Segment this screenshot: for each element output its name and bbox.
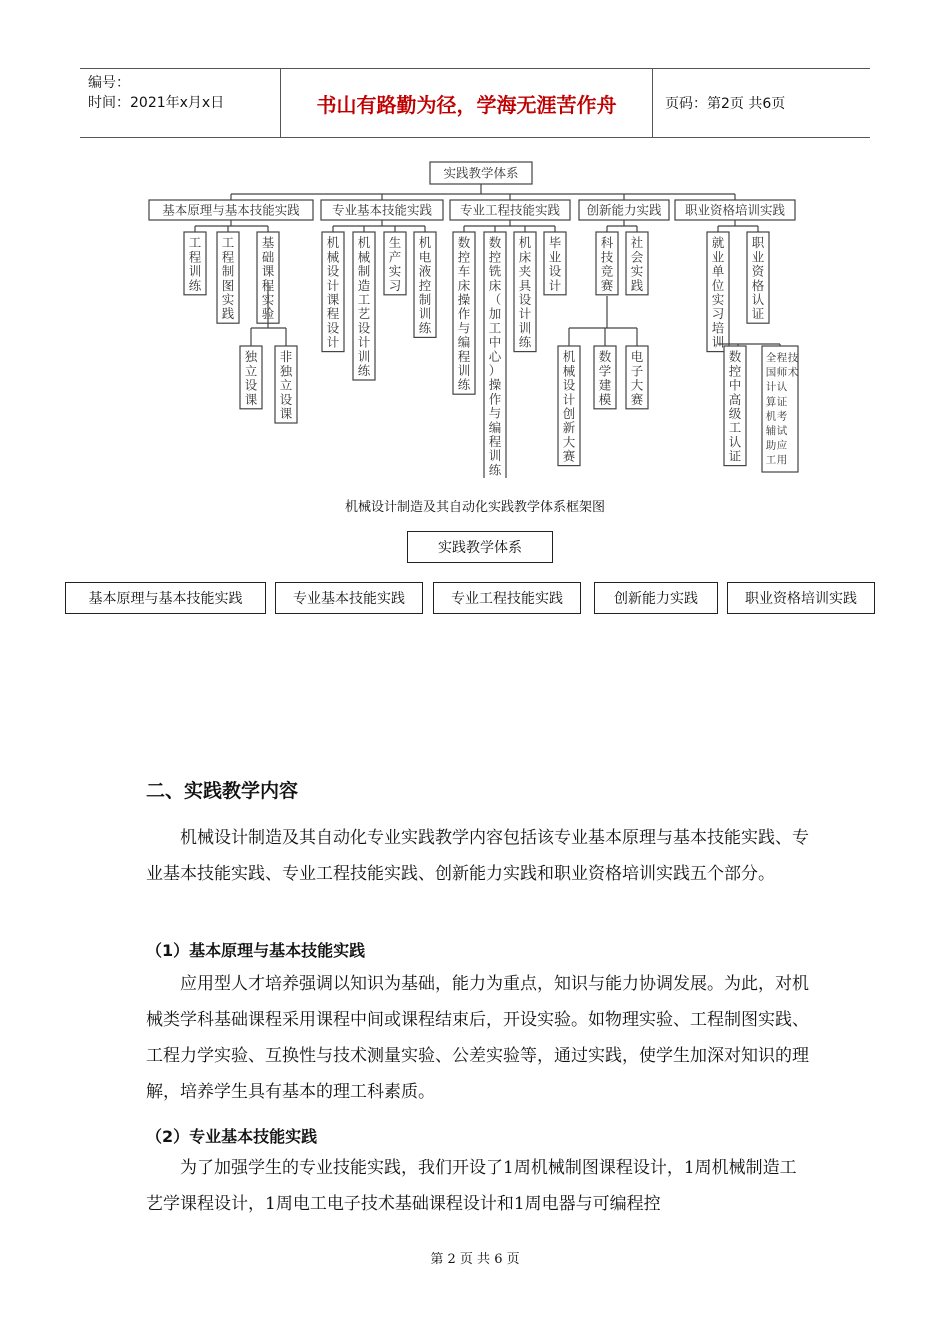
diagram-cat5-sub-wide-char: 术	[787, 366, 799, 379]
page-header	[80, 68, 870, 138]
diagram-cat2-item-char: 训	[357, 348, 371, 364]
diagram-cat4-item-char: 赛	[600, 277, 614, 293]
diagram-cat5-item-char: 业	[711, 249, 725, 265]
diagram-cat5-sub-char: 证	[728, 448, 742, 464]
diagram-cat1-sub-char: 设	[244, 377, 258, 393]
diagram-cat2-item-char: 机	[326, 235, 340, 251]
diagram-cat5-sub-wide	[762, 346, 798, 472]
diagram-cat2-item-char: 制	[357, 263, 371, 279]
diagram-cat3-item-char: 夹	[518, 263, 532, 279]
paragraph-2: 为了加强学生的专业技能实践，我们开设了1周机械制图课程设计，1周机械制造工艺学课程设计，1周电工电子技术基础课程设计和1周电器与可编程控	[146, 1158, 797, 1214]
diagram-cat3-item-char: 工	[488, 320, 502, 336]
diagram-cat3-item-char: 编	[457, 334, 471, 350]
diagram-cat2-item-char: 设	[326, 320, 340, 336]
diagram-root-box-label: 实践教学体系	[443, 165, 519, 181]
diagram-cat5-item-char: 认	[751, 292, 765, 307]
diagram-cat2-item-char: 电	[418, 249, 432, 265]
diagram-cat4-sub-char: 赛	[562, 448, 576, 464]
diagram-cat4-sub-char: 建	[598, 377, 612, 393]
diagram-cat4-item-char: 社	[630, 235, 644, 251]
diagram-cat1-sub-char: 非	[279, 349, 293, 365]
diagram-cat2-item-char: 液	[418, 263, 432, 279]
diagram-cat5-sub-wide-char: 考	[776, 410, 788, 423]
diagram-cat5-item-char: 单	[711, 263, 725, 279]
diagram-cat3-item-char: 控	[488, 249, 502, 265]
diagram-cat4-item-char: 竞	[600, 263, 614, 279]
diagram-cat2-item-char: 实	[388, 263, 402, 279]
diagram-cat5-sub-wide-char: 助	[765, 439, 777, 452]
diagram-cat1-item-char: 工	[188, 235, 202, 251]
diagram-cat5-sub-char: 数	[728, 349, 742, 365]
box-basic-principles: 基本原理与基本技能实践	[65, 582, 266, 614]
diagram-cat5-sub-wide-char: 辅	[765, 425, 777, 437]
diagram-cat1-sub-char: 立	[279, 377, 293, 393]
diagram-cat3-item-char: 练	[457, 377, 471, 393]
diagram-cat5-sub-char: 高	[728, 391, 742, 407]
diagram-cat5-item-char: 实	[711, 292, 725, 307]
box-innovation: 创新能力实践	[594, 582, 718, 614]
box-vocational: 职业资格培训实践	[727, 582, 875, 614]
box-professional-engineering: 专业工程技能实践	[433, 582, 581, 614]
diagram-cat4-item-char: 技	[600, 249, 614, 265]
header-meta	[80, 69, 280, 137]
diagram-cat3-item-char: 计	[518, 306, 532, 322]
diagram-cat2-item-char: 课	[326, 292, 340, 307]
diagram-cat3-item-char: 具	[518, 277, 532, 293]
diagram-cat2-item-char: 设	[326, 263, 340, 279]
diagram-cat1-sub-char: 立	[244, 363, 258, 379]
diagram-cat1-item-char: 础	[261, 249, 275, 265]
diagram-cat3-item-char: 训	[457, 363, 471, 378]
diagram-cat3-item-char: 业	[548, 249, 562, 265]
diagram-cat3-item-char: 床	[518, 249, 532, 265]
diagram-cat3-item-char: 铣	[488, 263, 502, 279]
diagram-cat2-item-char: 计	[326, 334, 340, 350]
diagram-category-box-label: 基本原理与基本技能实践	[162, 202, 300, 218]
diagram-cat2-item-char: 训	[418, 306, 432, 322]
diagram-cat3-item-char: 作	[488, 391, 502, 407]
diagram-cat5-item-char: 位	[711, 277, 725, 293]
diagram-cat5-sub-wide-char: 程	[776, 352, 788, 364]
diagram-cat1-item-char: 验	[261, 306, 275, 322]
diagram-cat3-item-char: 床	[457, 277, 471, 293]
diagram-cat4-item-char: 实	[630, 263, 644, 279]
diagram-cat5-sub-wide-char: 试	[776, 425, 788, 437]
diagram-cat5-item-char: 培	[711, 320, 725, 336]
diagram-cat3-item-char: 数	[488, 235, 502, 251]
diagram-cat1-item-char: 程	[261, 277, 275, 293]
diagram-cat1-item-char: 程	[221, 249, 235, 265]
diagram-cat4-sub-char: 计	[562, 391, 576, 407]
diagram-cat3-item-char: 车	[457, 263, 471, 279]
diagram-cat5-sub-wide-char: 认	[776, 381, 788, 394]
diagram-cat4-item-char: 会	[630, 249, 644, 265]
diagram-cat5-item-char: 业	[751, 249, 765, 265]
diagram-cat1-sub-char: 独	[244, 349, 258, 365]
diagram-cat3-item-char: 计	[548, 277, 562, 293]
diagram-cat3-item-char: 训	[488, 448, 502, 464]
diagram-category-box-label: 专业基本技能实践	[331, 202, 433, 218]
page-number-label: 页码：第2页 共6页	[665, 96, 786, 112]
diagram-cat2-item-char: 机	[357, 235, 371, 251]
diagram-cat5-item-char: 证	[751, 306, 765, 322]
diagram-cat5-sub-wide-char: 用	[776, 454, 788, 467]
diagram-cat5-sub-wide-char: 全	[765, 352, 777, 364]
diagram-cat5-sub-char: 中	[728, 377, 742, 393]
diagram-cat3-item-char: 与	[488, 405, 502, 421]
diagram-cat2-item-char: 计	[357, 334, 371, 350]
diagram-cat1-sub-char: 设	[279, 391, 293, 407]
diagram-cat5-sub-wide-char: 技	[787, 352, 799, 364]
diagram-cat4-sub-char: 数	[598, 349, 612, 365]
diagram-category-box-label: 创新能力实践	[586, 202, 662, 218]
diagram-cat2-item-char: 生	[388, 235, 402, 251]
diagram-cat3-item-char: 程	[488, 434, 502, 449]
diagram-cat5-sub-wide-char: 算	[765, 395, 777, 408]
diagram-cat3-item-char: 中	[488, 334, 502, 350]
diagram-cat1-item-char: 实	[221, 292, 235, 307]
diagram-cat2-item-char: 产	[388, 249, 402, 265]
diagram-cat5-item-char: 训	[711, 334, 725, 350]
diagram-category-box-label: 职业资格培训实践	[684, 202, 786, 218]
diagram-cat4-sub-char: 械	[562, 363, 576, 379]
diagram-cat4-sub-char: 子	[630, 363, 644, 379]
diagram-cat1-item-char: 工	[221, 235, 235, 251]
diagram-cat3-item-char: 加	[488, 306, 502, 322]
diagram-cat4-sub-char: 大	[562, 434, 576, 450]
diagram-cat4-sub-char: 学	[598, 363, 612, 379]
diagram-cat2-item-char: 械	[357, 249, 371, 265]
diagram-cat1-item-char: 基	[261, 235, 275, 251]
intro-paragraph: 机械设计制造及其自动化专业实践教学内容包括该专业基本原理与基本技能实践、专业基本技能实践、专业工程技能实践、创新能力实践和职业资格培训实践五个部分。	[146, 828, 809, 884]
diagram-cat3-item-char: 练	[518, 334, 532, 350]
subheading-1: （1）基本原理与基本技能实践	[146, 941, 366, 960]
diagram-cat5-sub-wide-char: 师	[776, 366, 788, 379]
diagram-cat5-sub-wide-char: 国	[765, 366, 777, 379]
box-professional-basic: 专业基本技能实践	[275, 582, 423, 614]
diagram-cat5-sub-char: 认	[728, 434, 742, 450]
diagram-cat3-item-char: 与	[457, 320, 471, 336]
diagram-cat2-item-char: 习	[388, 277, 402, 293]
diagram-cat5-sub-wide-char: 计	[765, 381, 777, 394]
diagram-cat5-item-char: 习	[711, 306, 725, 322]
diagram-cat3-item-char: ）	[488, 363, 502, 378]
diagram-cat1-sub-char: 课	[244, 391, 258, 407]
diagram-cat3-item-char: 数	[457, 235, 471, 251]
diagram-cat4-item-char: 科	[600, 235, 614, 251]
diagram-cat4-sub-char: 新	[562, 420, 576, 436]
diagram-cat5-sub-wide-char: 机	[765, 410, 777, 423]
diagram-cat2-item-char: 造	[357, 277, 371, 293]
diagram-cat3-item-char: 程	[457, 348, 471, 364]
diagram-cat2-item-char: 练	[357, 363, 371, 378]
figure-caption: 机械设计制造及其自动化实践教学体系框架图	[344, 500, 605, 515]
diagram-cat1-sub-char: 课	[279, 406, 293, 421]
diagram-cat5-sub-wide-char: 应	[776, 439, 788, 452]
diagram-cat2-item-char: 练	[418, 320, 432, 336]
diagram-cat1-item-char: 训	[188, 263, 202, 279]
diagram-cat4-sub-char: 机	[562, 349, 576, 365]
diagram-cat3-item-char: 设	[518, 292, 532, 307]
diagram-cat3-item-char: 毕	[548, 235, 562, 251]
subheading-2: （2）专业基本技能实践	[146, 1127, 318, 1146]
diagram-cat2-item-char: 程	[326, 306, 340, 322]
diagram-cat3-item-char: 操	[488, 377, 502, 393]
number-label: 编号：	[88, 75, 130, 91]
diagram-cat1-item-char: 践	[221, 306, 235, 322]
diagram-cat5-sub-wide-char: 证	[776, 395, 788, 408]
section-title: 二、实践教学内容	[146, 780, 299, 802]
diagram-cat2-item-char: 计	[326, 277, 340, 293]
diagram-category-box-label: 专业工程技能实践	[459, 202, 561, 218]
diagram-cat1-item-char: 实	[261, 292, 275, 307]
header-motto: 书山有路勤为径，学海无涯苦作舟	[280, 69, 653, 137]
diagram-cat1-item-char: 课	[261, 263, 275, 279]
diagram-cat2-item-char: 械	[326, 249, 340, 265]
diagram-cat3-item-char: 床	[488, 277, 502, 293]
diagram-cat4-sub-char: 模	[598, 391, 612, 407]
diagram-cat5-item-char: 就	[711, 235, 725, 251]
diagram-cat2-item-char: 工	[357, 292, 371, 307]
diagram-cat4-sub-char: 大	[630, 377, 644, 393]
diagram-cat3-item-char: 练	[488, 462, 502, 478]
diagram-cat3-item-char: 机	[518, 235, 532, 251]
diagram-cat1-sub-char: 独	[279, 363, 293, 379]
paragraph-1: 应用型人才培养强调以知识为基础，能力为重点，知识与能力协调发展。为此，对机械类学科基础课程采用课程中间或课程结束后，开设实验。如物理实验、工程制图实践、工程力学实验、互换性与技术测量实验、公差实验等，通过实践，使学生加深对知识的理解，培养学生具有基本的理工科素质。	[146, 974, 809, 1102]
diagram-cat4-sub-char: 赛	[630, 391, 644, 407]
diagram-cat2-item-char: 机	[418, 235, 432, 251]
diagram-cat2-item-char: 制	[418, 292, 432, 307]
diagram-cat5-sub-char: 工	[728, 420, 742, 436]
diagram-cat3-item-char: 操	[457, 292, 471, 307]
practice-system-diagram	[145, 156, 805, 478]
diagram-cat3-item-char: 作	[457, 306, 471, 322]
diagram-cat3-item-char: 设	[548, 263, 562, 279]
diagram-cat2-item-char: 艺	[357, 306, 371, 322]
diagram-cat5-sub-wide-char: 工	[765, 454, 777, 467]
diagram-cat2-item-char: 控	[418, 277, 432, 293]
diagram-cat1-item-char: 程	[188, 249, 202, 265]
diagram-cat4-sub-char: 创	[562, 406, 576, 421]
diagram-cat5-sub-char: 级	[728, 406, 742, 421]
root-box: 实践教学体系	[407, 531, 553, 563]
diagram-cat3-item-char: 心	[488, 348, 502, 364]
diagram-cat3-item-char: 编	[488, 419, 502, 435]
diagram-cat5-item-char: 资	[751, 263, 765, 279]
page-footer: 第 2 页 共 6 页	[430, 1252, 520, 1267]
diagram-cat1-item-char: 制	[221, 263, 235, 279]
diagram-cat5-item-char: 格	[751, 277, 765, 293]
diagram-cat3-item-char: （	[488, 292, 502, 307]
diagram-cat3-item-char: 训	[518, 320, 532, 336]
diagram-cat3-item-char: 控	[457, 249, 471, 265]
diagram-cat5-item-char: 职	[751, 235, 765, 251]
diagram-cat4-sub-char: 电	[630, 349, 644, 365]
diagram-cat1-item-char: 图	[221, 277, 235, 293]
diagram-cat4-item-char: 践	[630, 277, 644, 293]
diagram-cat1-item-char: 练	[188, 277, 202, 293]
diagram-cat2-item-char: 设	[357, 320, 371, 336]
diagram-cat4-sub-char: 设	[562, 377, 576, 393]
diagram-cat5-sub-char: 控	[728, 363, 742, 379]
time-label: 时间：2021年x月x日	[88, 95, 225, 111]
